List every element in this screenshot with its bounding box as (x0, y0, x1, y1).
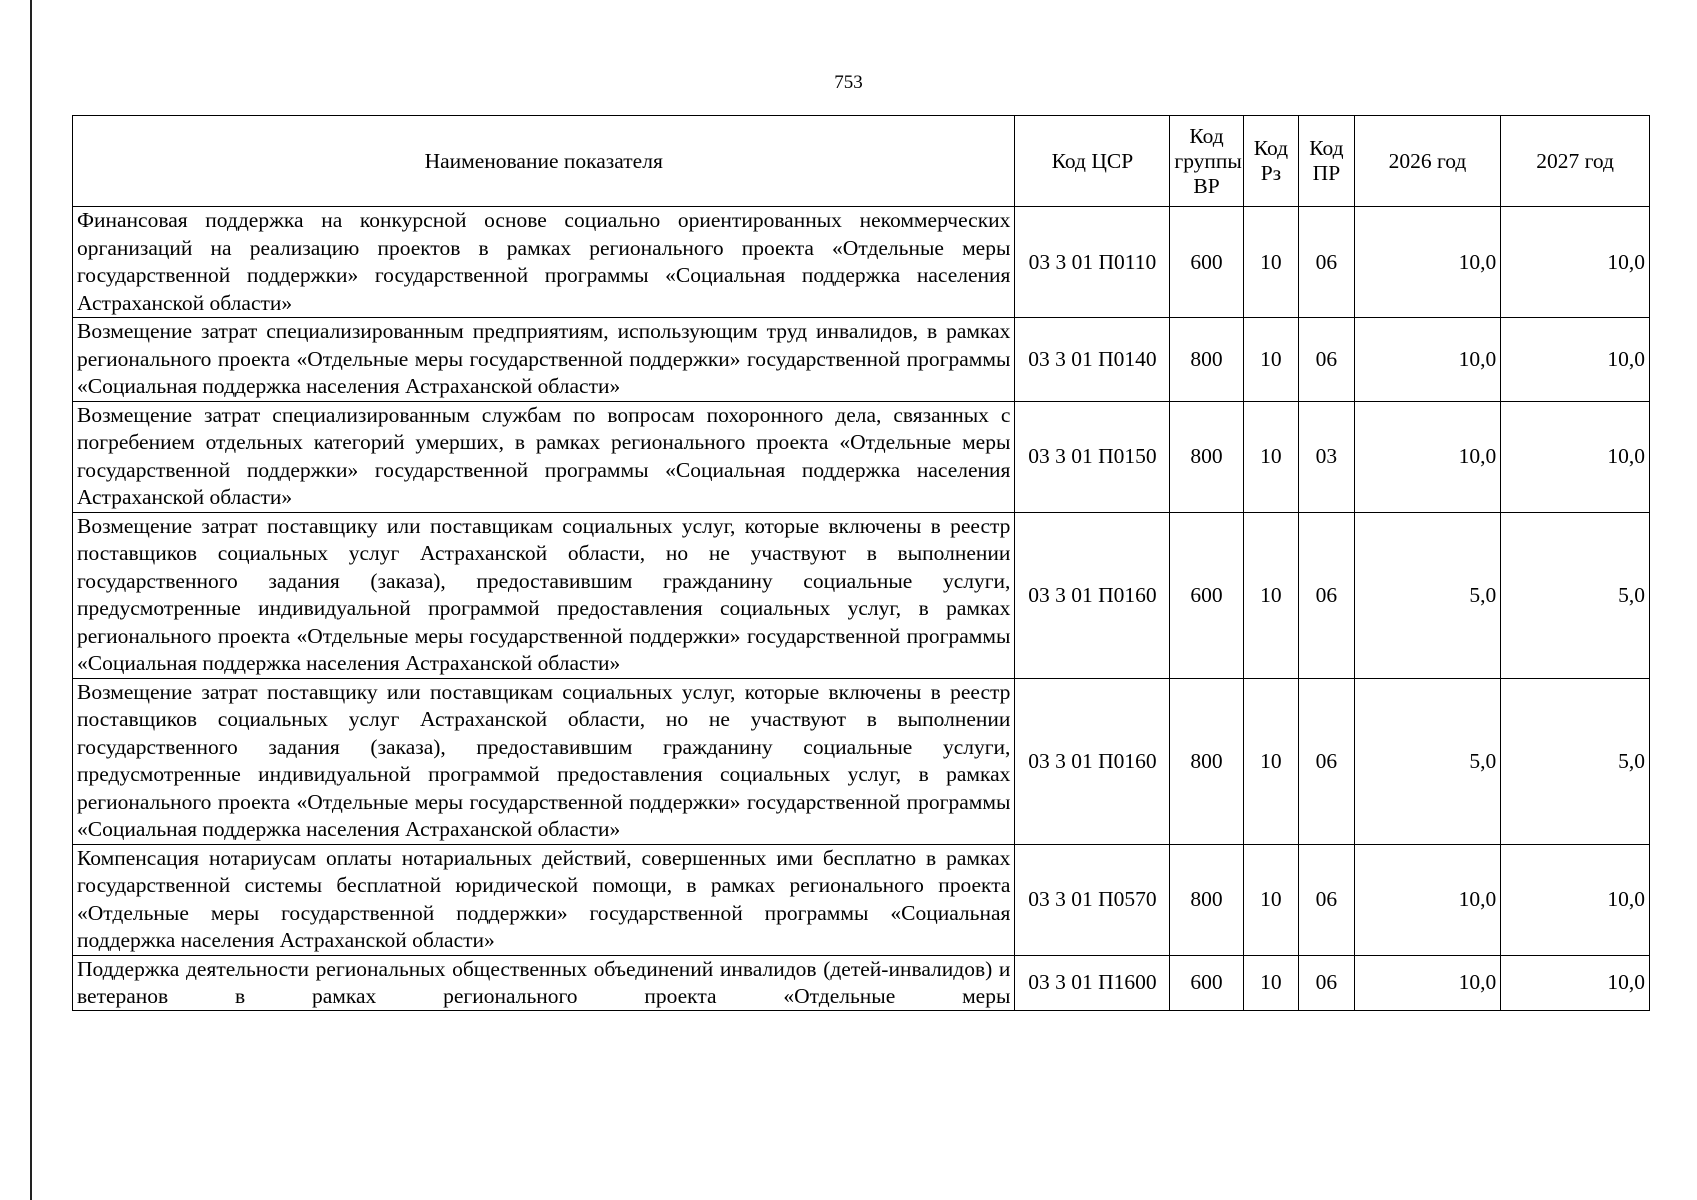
row-2026: 5,0 (1354, 678, 1501, 844)
row-pr: 06 (1299, 318, 1354, 402)
header-pr: Код ПР (1299, 116, 1354, 207)
row-2027: 10,0 (1501, 401, 1650, 512)
table-header-row (73, 116, 1650, 207)
header-vr: Код группы ВР (1170, 116, 1243, 207)
header-2026: 2026 год (1354, 116, 1501, 207)
row-name: Поддержка деятельности региональных общественных объединений инвалидов (детей-инвалидов) и ветеранов в рамках регионального проекта «Отдельные меры (77, 956, 1011, 1008)
row-csr: 03 3 01 П0570 (1015, 844, 1170, 955)
row-name: Возмещение затрат специализированным службам по вопросам похоронного дела, связанных с погребением отдельных категорий умерших, в рамках регионального проекта «Отдельные меры государственной поддержки» государственной программы «Социальная поддержка населения Астраханской области» (73, 401, 1015, 512)
row-2026: 10,0 (1354, 318, 1501, 402)
row-vr: 800 (1170, 844, 1243, 955)
table-row (73, 318, 1650, 402)
row-pr: 03 (1299, 401, 1354, 512)
table-row (73, 401, 1650, 512)
row-pr: 06 (1299, 844, 1354, 955)
row-name: Финансовая поддержка на конкурсной основе социально ориентированных некоммерческих организаций на реализацию проектов в рамках регионального проекта «Отдельные меры государственной поддержки» государственной программы «Социальная поддержка населения Астраханской области» (73, 207, 1015, 318)
row-2026: 5,0 (1354, 512, 1501, 678)
row-rz: 10 (1243, 318, 1298, 402)
row-rz: 10 (1243, 401, 1298, 512)
page-number: 753 (834, 72, 863, 93)
header-rz: Код Рз (1243, 116, 1298, 207)
table-row (73, 678, 1650, 844)
row-name: Возмещение затрат поставщику или поставщикам социальных услуг, которые включены в реестр поставщиков социальных услуг Астраханской области, но не участвуют в выполнении государственного задания (заказа), предоставившим гражданину социальные услуги, предусмотренные индивидуальной программой предоставления социальных услуг, в рамках регионального проекта «Отдельные меры государственной поддержки» государственной программы «Социальная поддержка населения Астраханской области» (73, 678, 1015, 844)
row-2027: 10,0 (1501, 318, 1650, 402)
row-vr: 600 (1170, 207, 1243, 318)
row-vr: 800 (1170, 318, 1243, 402)
row-vr: 800 (1170, 401, 1243, 512)
row-rz: 10 (1243, 955, 1298, 1010)
row-name-cell (73, 955, 1015, 1010)
row-name: Компенсация нотариусам оплаты нотариальных действий, совершенных ими бесплатно в рамках государственной системы бесплатной юридической помощи, в рамках регионального проекта «Отдельные меры государственной поддержки» государственной программы «Социальная поддержка населения Астраханской области» (73, 844, 1015, 955)
row-csr: 03 3 01 П0160 (1015, 678, 1170, 844)
row-vr: 800 (1170, 678, 1243, 844)
table-row (73, 955, 1650, 1010)
row-2026: 10,0 (1354, 844, 1501, 955)
row-pr: 06 (1299, 512, 1354, 678)
row-2027: 10,0 (1501, 955, 1650, 1010)
page-binding-line (30, 0, 32, 1200)
table-row (73, 207, 1650, 318)
row-2027: 10,0 (1501, 844, 1650, 955)
header-csr: Код ЦСР (1015, 116, 1170, 207)
row-name: Возмещение затрат специализированным предприятиям, использующим труд инвалидов, в рамках регионального проекта «Отдельные меры государственной поддержки» государственной программы «Социальная поддержка населения Астраханской области» (73, 318, 1015, 402)
table-row (73, 844, 1650, 955)
row-csr: 03 3 01 П0160 (1015, 512, 1170, 678)
row-2026: 10,0 (1354, 401, 1501, 512)
row-pr: 06 (1299, 207, 1354, 318)
row-csr: 03 3 01 П0110 (1015, 207, 1170, 318)
budget-table (72, 115, 1650, 1011)
row-vr: 600 (1170, 955, 1243, 1010)
row-pr: 06 (1299, 955, 1354, 1010)
row-rz: 10 (1243, 207, 1298, 318)
header-2027: 2027 год (1501, 116, 1650, 207)
row-rz: 10 (1243, 844, 1298, 955)
row-rz: 10 (1243, 512, 1298, 678)
row-rz: 10 (1243, 678, 1298, 844)
row-2026: 10,0 (1354, 207, 1501, 318)
row-csr: 03 3 01 П1600 (1015, 955, 1170, 1010)
row-csr: 03 3 01 П0150 (1015, 401, 1170, 512)
table-row (73, 512, 1650, 678)
row-2027: 5,0 (1501, 512, 1650, 678)
row-2027: 5,0 (1501, 678, 1650, 844)
row-2027: 10,0 (1501, 207, 1650, 318)
row-pr: 06 (1299, 678, 1354, 844)
row-2026: 10,0 (1354, 955, 1501, 1010)
row-vr: 600 (1170, 512, 1243, 678)
header-name: Наименование показателя (73, 116, 1015, 207)
row-name: Возмещение затрат поставщику или поставщикам социальных услуг, которые включены в реестр поставщиков социальных услуг Астраханской области, но не участвуют в выполнении государственного задания (заказа), предоставившим гражданину социальные услуги, предусмотренные индивидуальной программой предоставления социальных услуг, в рамках регионального проекта «Отдельные меры государственной поддержки» государственной программы «Социальная поддержка населения Астраханской области» (73, 512, 1015, 678)
row-csr: 03 3 01 П0140 (1015, 318, 1170, 402)
